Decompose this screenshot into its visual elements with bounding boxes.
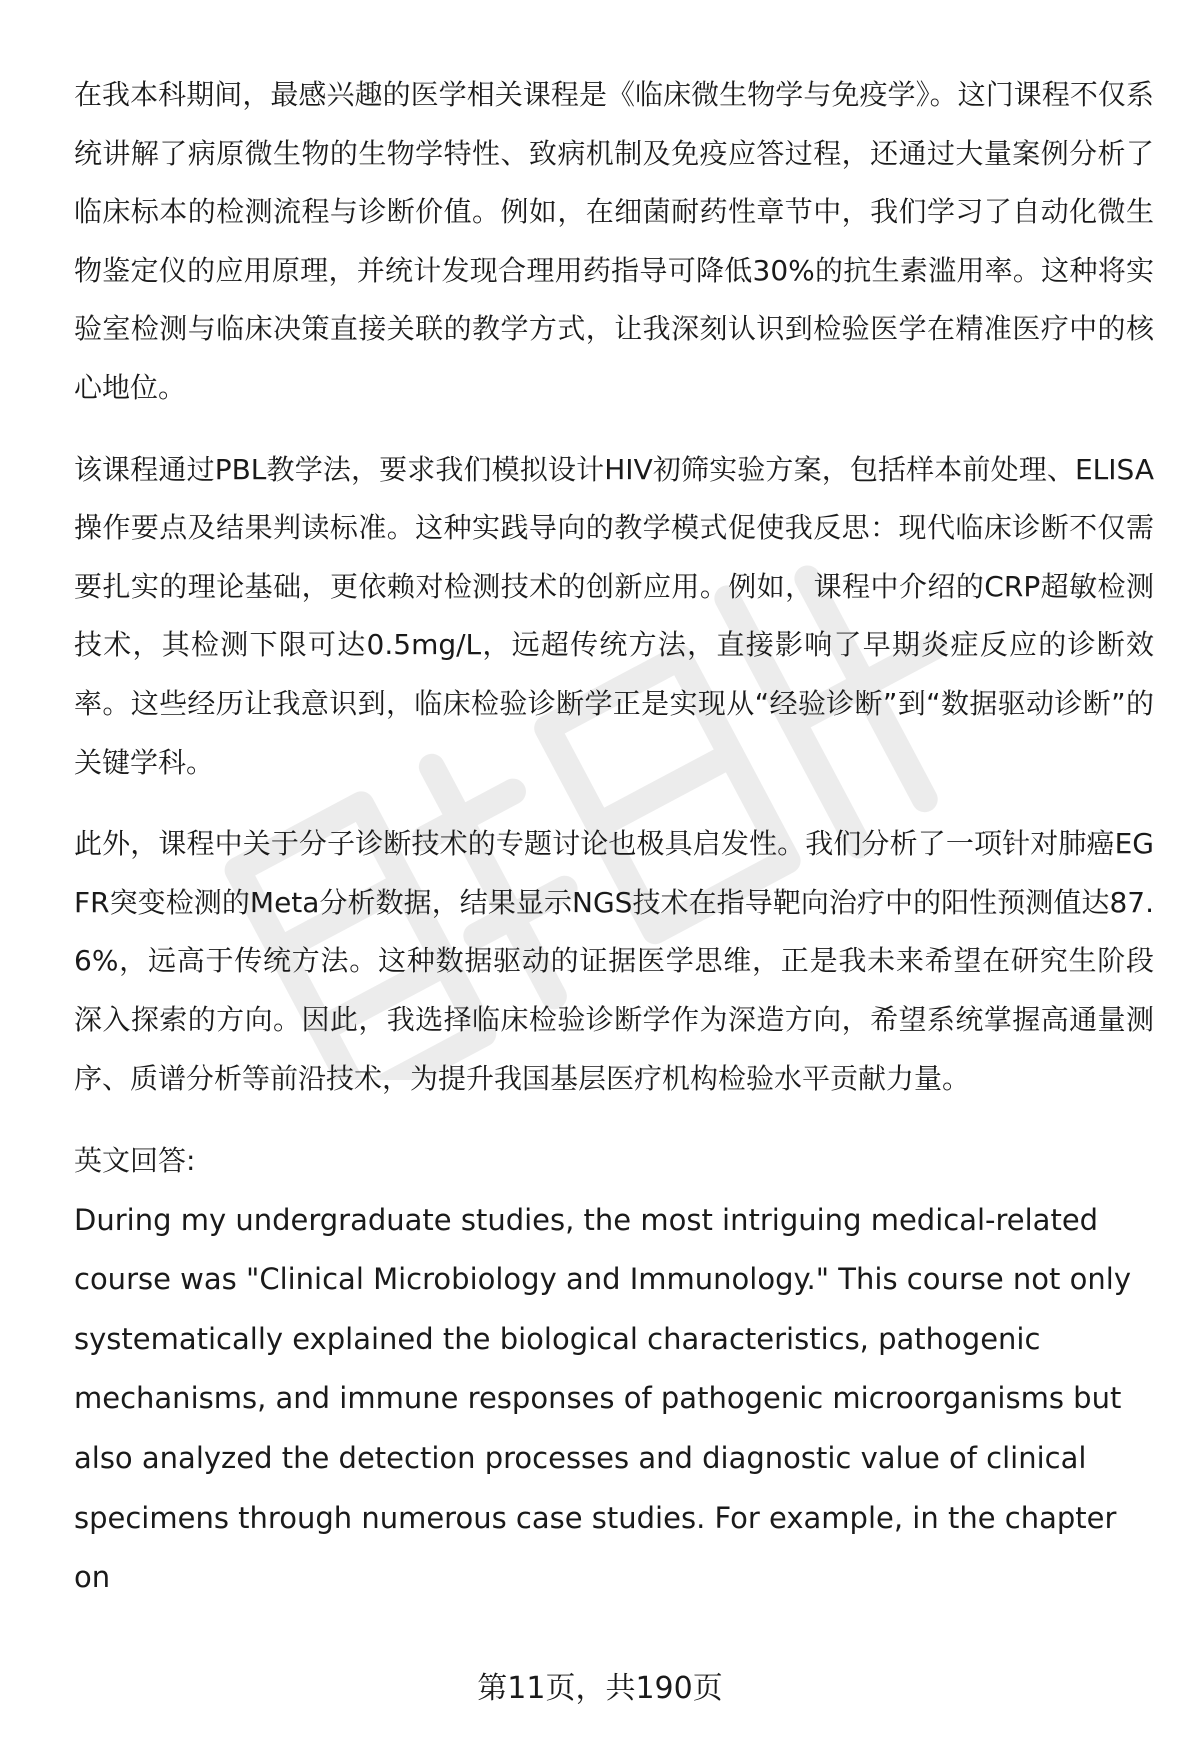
paragraph-zh-2: 该课程通过PBL教学法，要求我们模拟设计HIV初筛实验方案，包括样本前处理、ELISA操作要点及结果判读标准。这种实践导向的教学模式促使我反思：现代临床诊断不仅需要扎实的理论基础，更依赖对检测技术的创新应用。例如，课程中介绍的CRP超敏检测技术，其检测下限可达0.5mg/L，远超传统方法，直接影响了早期炎症反应的诊断效率。这些经历让我意识到，临床检验诊断学正是实现从“经验诊断”到“数据驱动诊断”的关键学科。	[74, 452, 1154, 779]
paragraph-zh-3: 此外，课程中关于分子诊断技术的专题讨论也极具启发性。我们分析了一项针对肺癌EGFR突变检测的Meta分析数据，结果显示NGS技术在指导靶向治疗中的阳性预测值达87.6%，远高于传统方法。这种数据驱动的证据医学思维，正是我未来希望在研究生阶段深入探索的方向。因此，我选择临床检验诊断学作为深造方向，希望系统掌握高通量测序、质谱分析等前沿技术，为提升我国基层医疗机构检验水平贡献力量。	[74, 827, 1154, 1095]
paragraph-zh-1: 在我本科期间，最感兴趣的医学相关课程是《临床微生物学与免疫学》。这门课程不仅系统讲解了病原微生物的生物学特性、致病机制及免疫应答过程，还通过大量案例分析了临床标本的检测流程与诊断价值。例如，在细菌耐药性章节中，我们学习了自动化微生物鉴定仪的应用原理，并统计发现合理用药指导可降低30%的抗生素滥用率。这种将实验室检测与临床决策直接关联的教学方式，让我深刻认识到检验医学在精准医疗中的核心地位。	[74, 78, 1154, 404]
document-body	[74, 66, 1154, 1608]
english-answer-heading: 英文回答:	[74, 1144, 196, 1178]
paragraph-en-1: During my undergraduate studies, the most intriguing medical-related course was "Clinical Microbiology and Immunology." This course not only systematically explained the biological characteristics, pathogenic mechanisms, and immune responses of pathogenic microorganisms but also analyzed the detection processes and diagnostic value of clinical specimens through numerous case studies. For example, in the chapter on	[74, 1202, 1131, 1595]
page-number-footer: 第11页，共190页	[477, 1671, 723, 1706]
